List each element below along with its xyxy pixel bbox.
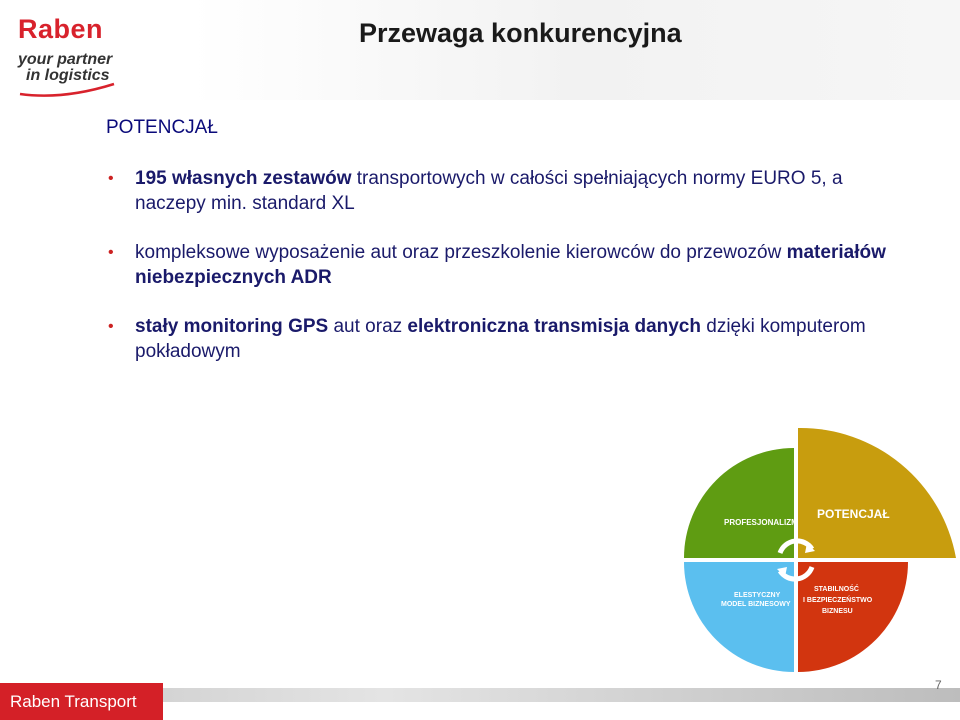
list-item <box>108 314 908 364</box>
page-title: Przewaga konkurencyjna <box>359 18 682 48</box>
header-background <box>0 0 960 100</box>
bullet-bold: 195 własnych zestawów <box>135 168 352 189</box>
logo-tagline-2: in logistics <box>26 67 110 84</box>
label-stabilnosc-2: I BEZPIECZEŃSTWO <box>803 597 873 604</box>
bullet-icon: • <box>108 318 114 335</box>
footer-label: Raben Transport <box>0 683 163 720</box>
cycle-arrows-icon <box>777 541 815 579</box>
bullet-bold-2: materiałów niebezpiecznych ADR <box>135 242 886 288</box>
bullet-bold: stały monitoring GPS <box>135 316 329 337</box>
bullet-text: transportowych w całości spełniających normy EURO 5, a naczepy min. standard XL <box>135 168 843 214</box>
list-item <box>108 240 908 290</box>
quadrant-profesjonalizm <box>684 448 794 558</box>
bullet-text: kompleksowe wyposażenie aut oraz przeszkolenie kierowców do przewozów <box>135 242 787 263</box>
bullet-list <box>108 166 908 388</box>
quadrant-potencjal <box>798 428 956 558</box>
label-potencjal: POTENCJAŁ <box>817 507 890 521</box>
logo-tagline-1: your partner <box>18 51 113 68</box>
bullet-icon: • <box>108 244 114 261</box>
list-item <box>108 166 908 216</box>
bullet-bold-2: elektroniczna transmisja danych <box>407 316 701 337</box>
label-stabilnosc-1: STABILNOŚĆ <box>814 586 859 593</box>
bullet-text-2: dzięki komputerom pokładowym <box>135 316 866 362</box>
section-heading: POTENCJAŁ <box>106 117 218 138</box>
label-stabilnosc-3: BIZNESU <box>822 608 853 615</box>
quadrant-elastyczny <box>684 562 794 672</box>
quadrant-stabilnosc <box>798 562 908 672</box>
bullet-text: aut oraz <box>328 316 408 337</box>
label-elastyczny-2: MODEL BIZNESOWY <box>721 601 791 608</box>
label-elastyczny-1: ELESTYCZNY <box>734 592 781 599</box>
page-number: 7 <box>935 678 942 692</box>
bullet-icon: • <box>108 170 114 187</box>
logo-name: Raben <box>18 14 104 44</box>
quadrant-diagram <box>676 425 960 675</box>
raben-logo <box>18 14 112 84</box>
logo-swoosh-icon <box>18 80 118 100</box>
label-profesjonalizm: PROFESJONALIZM <box>724 518 798 527</box>
